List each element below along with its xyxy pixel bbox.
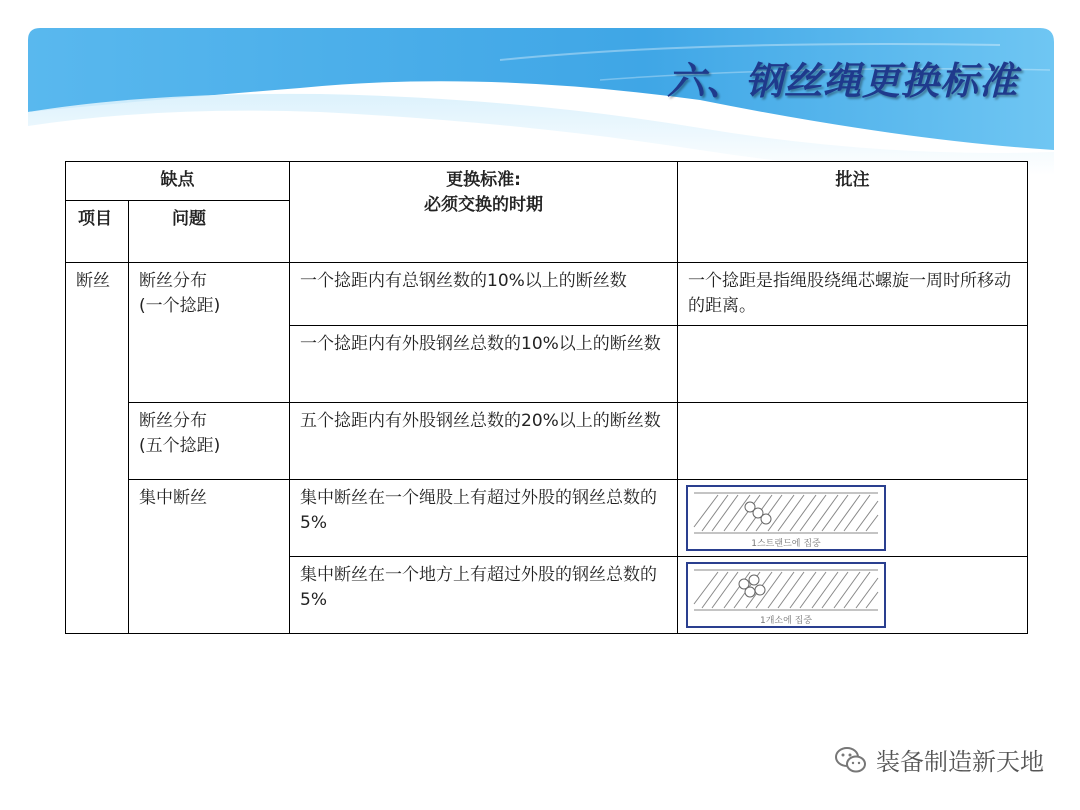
remark-image-cell <box>678 557 1028 634</box>
remark-cell: 一个捻距是指绳股绕绳芯螺旋一周时所移动的距离。 <box>678 263 1028 326</box>
rope-caption-strand: 1스트랜드에 집중 <box>751 539 821 549</box>
category-cell: 断丝 <box>66 263 129 634</box>
remark-cell <box>678 326 1028 403</box>
header-problem: 问题 <box>129 201 290 263</box>
standard-cell: 一个捻距内有总钢丝数的10%以上的断丝数 <box>290 263 678 326</box>
remark-cell <box>678 403 1028 480</box>
rope-caption-location: 1개소에 집중 <box>759 616 813 626</box>
slide-title: 六、钢丝绳更换标准 <box>666 59 1018 103</box>
rope-strand-diagram <box>686 485 886 551</box>
problem-cell <box>129 403 290 480</box>
header-standard-line2: 必须交换的时期 <box>424 195 543 215</box>
standard-cell: 五个捻距内有外股钢丝总数的20%以上的断丝数 <box>290 403 678 480</box>
problem-cell <box>129 263 290 403</box>
problem-sublabel: (一个捻距) <box>139 296 221 316</box>
watermark <box>834 742 1044 777</box>
header-item: 项目 <box>66 201 129 263</box>
watermark-text: 装备制造新天地 <box>876 748 1044 776</box>
problem-label: 断丝分布 <box>139 271 207 291</box>
remark-image-cell <box>678 480 1028 557</box>
rope-location-diagram <box>686 562 886 628</box>
problem-label: 集中断丝 <box>139 488 207 508</box>
rope-replacement-table <box>65 161 1028 634</box>
wechat-icon <box>834 745 868 775</box>
header-defect: 缺点 <box>66 162 290 201</box>
problem-sublabel: (五个捻距) <box>139 436 221 456</box>
problem-label: 断丝分布 <box>139 411 207 431</box>
standard-cell: 集中断丝在一个绳股上有超过外股的钢丝总数的5% <box>290 480 678 557</box>
problem-cell <box>129 480 290 634</box>
header-remarks: 批注 <box>678 162 1028 263</box>
standard-cell: 一个捻距内有外股钢丝总数的10%以上的断丝数 <box>290 326 678 403</box>
header-standard <box>290 162 678 263</box>
standard-cell: 集中断丝在一个地方上有超过外股的钢丝总数的5% <box>290 557 678 634</box>
header-standard-line1: 更换标准: <box>446 170 521 190</box>
